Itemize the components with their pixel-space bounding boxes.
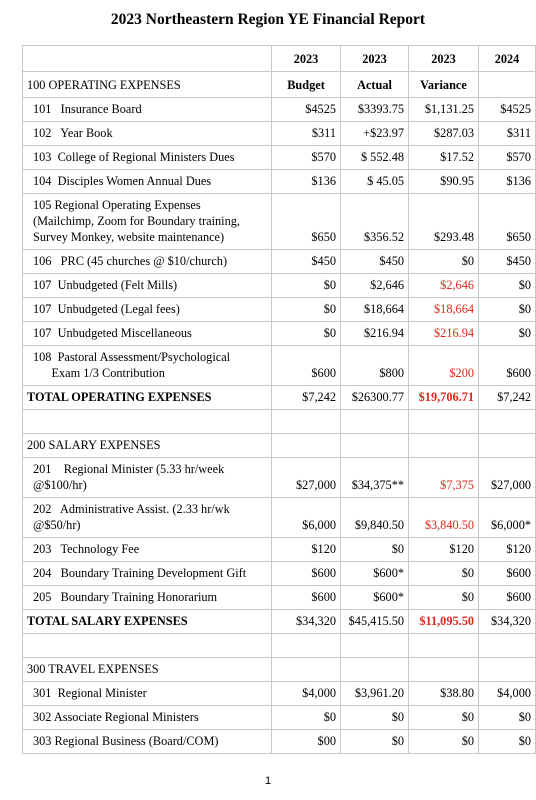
next-budget-cell: $600 [479, 562, 536, 586]
empty-cell [272, 434, 341, 458]
budget-cell: $570 [272, 146, 341, 170]
budget-cell: $4525 [272, 98, 341, 122]
budget-cell: $650 [272, 194, 341, 250]
empty-cell [341, 634, 409, 658]
next-budget-cell: $27,000 [479, 458, 536, 498]
line-item-description: 107 Unbudgeted Miscellaneous [23, 322, 272, 346]
budget-cell: $0 [272, 298, 341, 322]
header-row-years [23, 46, 536, 72]
actual-cell: +$23.97 [341, 122, 409, 146]
actual-cell: $3,961.20 [341, 682, 409, 706]
line-item-row [23, 146, 536, 170]
empty-cell [409, 634, 479, 658]
actual-cell: $ 45.05 [341, 170, 409, 194]
line-item-row [23, 274, 536, 298]
header-label-cell: Variance [409, 72, 479, 98]
page-number: 1 [264, 775, 272, 787]
variance-cell: $11,095.50 [409, 610, 479, 634]
variance-cell: $38.80 [409, 682, 479, 706]
line-item-row [23, 250, 536, 274]
header-label-cell: 100 OPERATING EXPENSES [23, 72, 272, 98]
actual-cell: $356.52 [341, 194, 409, 250]
actual-cell: $450 [341, 250, 409, 274]
variance-cell: $216.94 [409, 322, 479, 346]
budget-cell: $27,000 [272, 458, 341, 498]
empty-cell [479, 658, 536, 682]
line-item-row [23, 706, 536, 730]
spacer-row [23, 634, 536, 658]
next-budget-cell: $0 [479, 274, 536, 298]
header-year-cell: 2023 [272, 46, 341, 72]
section-heading-row [23, 434, 536, 458]
actual-cell: $9,840.50 [341, 498, 409, 538]
next-budget-cell: $120 [479, 538, 536, 562]
actual-cell: $0 [341, 538, 409, 562]
empty-cell [409, 410, 479, 434]
empty-cell [341, 434, 409, 458]
empty-cell [409, 658, 479, 682]
line-item-row [23, 98, 536, 122]
header-year-cell: 2023 [409, 46, 479, 72]
variance-cell: $0 [409, 706, 479, 730]
next-budget-cell: $4,000 [479, 682, 536, 706]
spacer-row [23, 410, 536, 434]
line-item-description: 105 Regional Operating Expenses (Mailchimp, Zoom for Boundary training, Survey Monkey, website maintenance) [23, 194, 272, 250]
empty-cell [272, 410, 341, 434]
empty-cell [272, 658, 341, 682]
actual-cell: $600* [341, 586, 409, 610]
line-item-row [23, 538, 536, 562]
variance-cell: $1,131.25 [409, 98, 479, 122]
line-item-description: 104 Disciples Women Annual Dues [23, 170, 272, 194]
empty-cell [341, 410, 409, 434]
actual-cell: $0 [341, 706, 409, 730]
empty-cell [479, 434, 536, 458]
line-item-description: 101 Insurance Board [23, 98, 272, 122]
line-item-description: 108 Pastoral Assessment/Psychological Exam 1/3 Contribution [23, 346, 272, 386]
line-item-description: 106 PRC (45 churches @ $10/church) [23, 250, 272, 274]
variance-cell: $2,646 [409, 274, 479, 298]
budget-cell: $00 [272, 730, 341, 754]
budget-cell: $600 [272, 562, 341, 586]
line-item-description: 204 Boundary Training Development Gift [23, 562, 272, 586]
section-heading: 300 TRAVEL EXPENSES [23, 658, 272, 682]
next-budget-cell: $570 [479, 146, 536, 170]
budget-cell: $450 [272, 250, 341, 274]
next-budget-cell: $4525 [479, 98, 536, 122]
empty-cell [479, 410, 536, 434]
budget-cell: $7,242 [272, 386, 341, 410]
variance-cell: $293.48 [409, 194, 479, 250]
line-item-description: 302 Associate Regional Ministers [23, 706, 272, 730]
empty-cell [409, 434, 479, 458]
next-budget-cell: $34,320 [479, 610, 536, 634]
budget-cell: $6,000 [272, 498, 341, 538]
empty-cell [341, 658, 409, 682]
line-item-row [23, 586, 536, 610]
financial-table [22, 45, 536, 754]
next-budget-cell: $6,000* [479, 498, 536, 538]
budget-cell: $4,000 [272, 682, 341, 706]
next-budget-cell: $650 [479, 194, 536, 250]
line-item-row [23, 498, 536, 538]
budget-cell: $600 [272, 346, 341, 386]
variance-cell: $3,840.50 [409, 498, 479, 538]
line-item-row [23, 122, 536, 146]
budget-cell: $600 [272, 586, 341, 610]
next-budget-cell: $136 [479, 170, 536, 194]
next-budget-cell: $311 [479, 122, 536, 146]
section-heading: 200 SALARY EXPENSES [23, 434, 272, 458]
total-row [23, 610, 536, 634]
line-item-row [23, 170, 536, 194]
budget-cell: $311 [272, 122, 341, 146]
actual-cell: $45,415.50 [341, 610, 409, 634]
empty-cell [23, 410, 272, 434]
empty-cell [479, 634, 536, 658]
line-item-row [23, 458, 536, 498]
next-budget-cell: $0 [479, 298, 536, 322]
actual-cell: $18,664 [341, 298, 409, 322]
line-item-row [23, 682, 536, 706]
budget-cell: $0 [272, 706, 341, 730]
budget-cell: $0 [272, 322, 341, 346]
line-item-description: 107 Unbudgeted (Felt Mills) [23, 274, 272, 298]
variance-cell: $17.52 [409, 146, 479, 170]
line-item-row [23, 322, 536, 346]
line-item-row [23, 562, 536, 586]
line-item-description: 203 Technology Fee [23, 538, 272, 562]
actual-cell: $800 [341, 346, 409, 386]
empty-cell [272, 634, 341, 658]
variance-cell: $120 [409, 538, 479, 562]
line-item-description: 103 College of Regional Ministers Dues [23, 146, 272, 170]
budget-cell: $136 [272, 170, 341, 194]
line-item-description: 301 Regional Minister [23, 682, 272, 706]
line-item-row [23, 194, 536, 250]
next-budget-cell: $0 [479, 706, 536, 730]
total-row [23, 386, 536, 410]
actual-cell: $3393.75 [341, 98, 409, 122]
next-budget-cell: $7,242 [479, 386, 536, 410]
header-year-cell: 2023 [341, 46, 409, 72]
variance-cell: $0 [409, 586, 479, 610]
line-item-description: 202 Administrative Assist. (2.33 hr/wk @$50/hr) [23, 498, 272, 538]
variance-cell: $18,664 [409, 298, 479, 322]
next-budget-cell: $450 [479, 250, 536, 274]
line-item-row [23, 298, 536, 322]
variance-cell: $90.95 [409, 170, 479, 194]
variance-cell: $0 [409, 562, 479, 586]
page-title: 2023 Northeastern Region YE Financial Report [110, 11, 426, 28]
line-item-description: 102 Year Book [23, 122, 272, 146]
section-heading-row [23, 658, 536, 682]
header-row-labels [23, 72, 536, 98]
header-year-cell: 2024 [479, 46, 536, 72]
variance-cell: $0 [409, 730, 479, 754]
variance-cell: $200 [409, 346, 479, 386]
next-budget-cell: $600 [479, 586, 536, 610]
actual-cell: $26300.77 [341, 386, 409, 410]
line-item-description: 303 Regional Business (Board/COM) [23, 730, 272, 754]
variance-cell: $19,706.71 [409, 386, 479, 410]
next-budget-cell: $0 [479, 730, 536, 754]
line-item-description: 201 Regional Minister (5.33 hr/week @$100/hr) [23, 458, 272, 498]
line-item-description: TOTAL OPERATING EXPENSES [23, 386, 272, 410]
header-label-cell: Actual [341, 72, 409, 98]
budget-cell: $0 [272, 274, 341, 298]
variance-cell: $0 [409, 250, 479, 274]
actual-cell: $0 [341, 730, 409, 754]
actual-cell: $216.94 [341, 322, 409, 346]
variance-cell: $7,375 [409, 458, 479, 498]
actual-cell: $ 552.48 [341, 146, 409, 170]
line-item-description: 107 Unbudgeted (Legal fees) [23, 298, 272, 322]
header-label-cell [479, 72, 536, 98]
line-item-description: TOTAL SALARY EXPENSES [23, 610, 272, 634]
variance-cell: $287.03 [409, 122, 479, 146]
line-item-row [23, 346, 536, 386]
actual-cell: $34,375** [341, 458, 409, 498]
actual-cell: $600* [341, 562, 409, 586]
line-item-row [23, 730, 536, 754]
next-budget-cell: $600 [479, 346, 536, 386]
budget-cell: $120 [272, 538, 341, 562]
header-year-cell [23, 46, 272, 72]
next-budget-cell: $0 [479, 322, 536, 346]
header-label-cell: Budget [272, 72, 341, 98]
budget-cell: $34,320 [272, 610, 341, 634]
actual-cell: $2,646 [341, 274, 409, 298]
line-item-description: 205 Boundary Training Honorarium [23, 586, 272, 610]
empty-cell [23, 634, 272, 658]
